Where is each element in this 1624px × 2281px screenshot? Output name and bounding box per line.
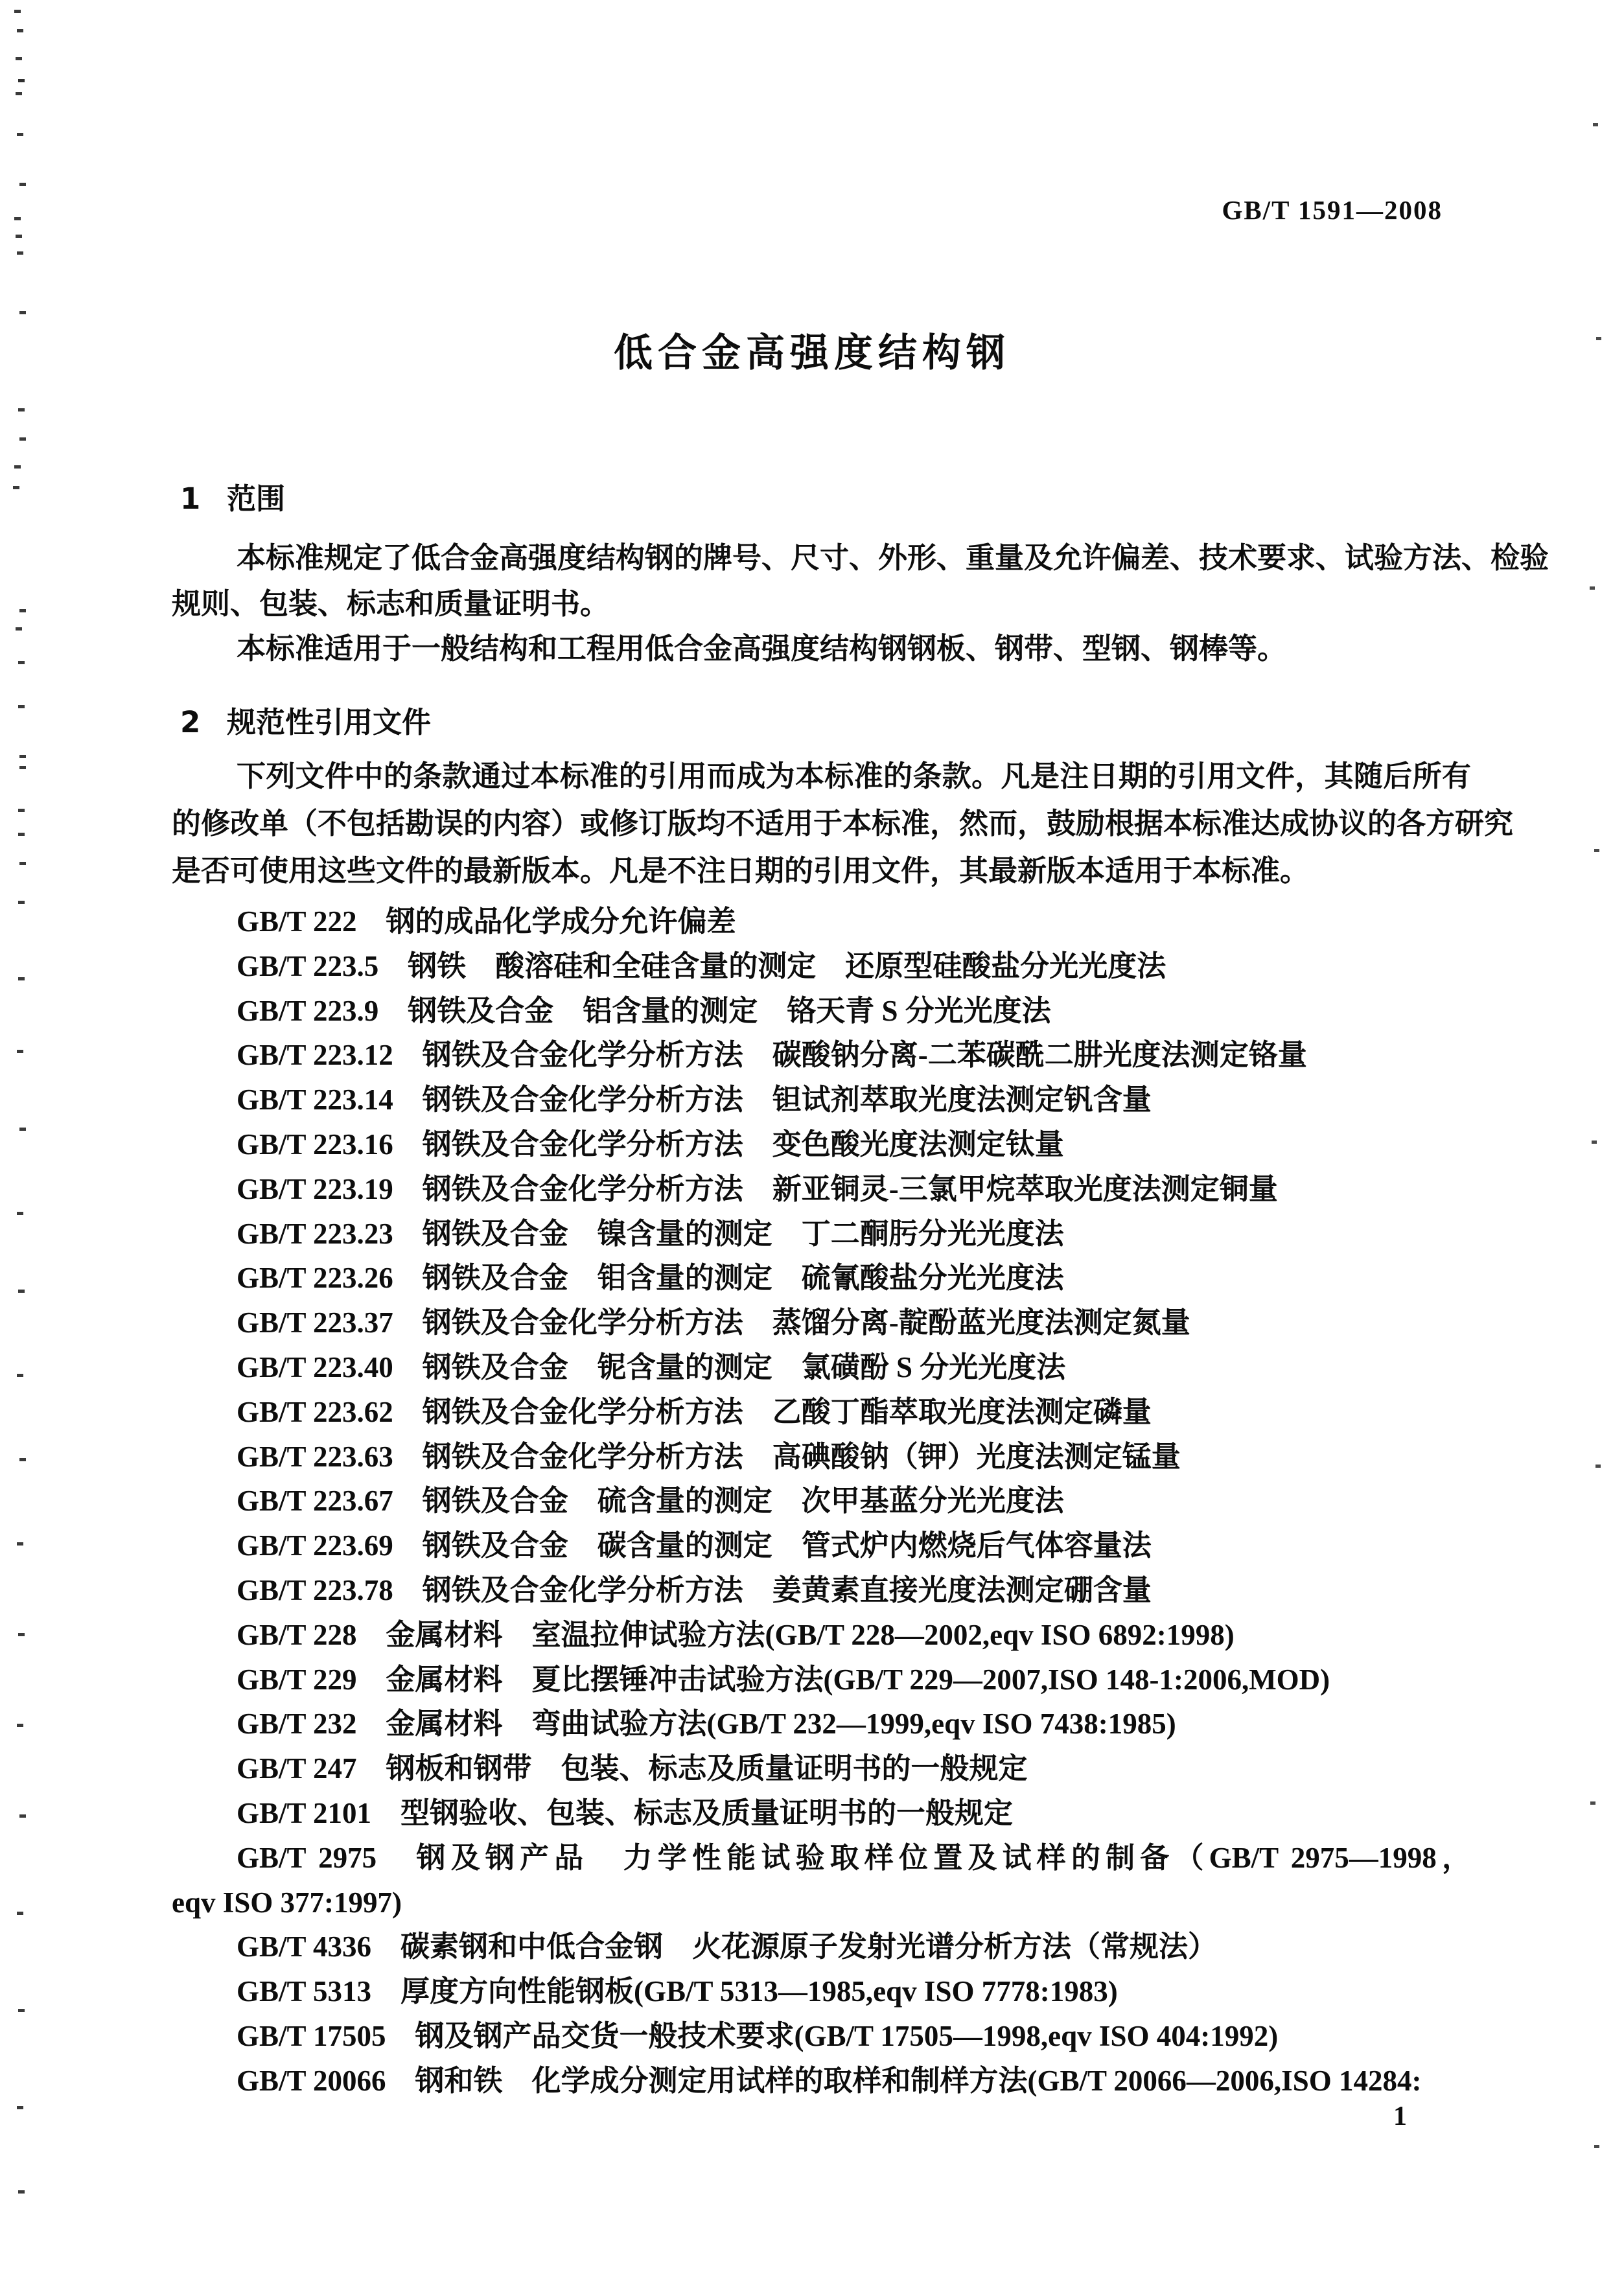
reference-item: GB/T 223.23 钢铁及合金 镍含量的测定 丁二酮肟分光光度法	[237, 1217, 1064, 1250]
reference-item: GB/T 17505 钢及钢产品交货一般技术要求(GB/T 17505—1998,eqv ISO 404:1992)	[237, 2019, 1279, 2052]
reference-item: GB/T 20066 钢和铁 化学成分测定用试样的取样和制样方法(GB/T 20066—2006,ISO 14284:	[237, 2064, 1422, 2097]
page-number: 1	[1393, 2102, 1407, 2131]
reference-item: GB/T 222 钢的成品化学成分允许偏差	[237, 905, 736, 938]
reference-item: GB/T 223.63 钢铁及合金化学分析方法 高碘酸钠（钾）光度法测定锰量	[237, 1440, 1181, 1473]
reference-item: GB/T 223.37 钢铁及合金化学分析方法 蒸馏分离-靛酚蓝光度法测定氮量	[237, 1306, 1190, 1339]
reference-item: GB/T 223.40 钢铁及合金 铌含量的测定 氯磺酚 S 分光光度法	[237, 1350, 1066, 1384]
reference-item: GB/T 223.14 钢铁及合金化学分析方法 钽试剂萃取光度法测定钒含量	[237, 1083, 1152, 1117]
paragraph-line: 的修改单（不包括勘误的内容）或修订版均不适用于本标准，然而，鼓励根据本标准达成协议的各方研究	[172, 807, 1514, 840]
reference-item: GB/T 223.78 钢铁及合金化学分析方法 姜黄素直接光度法测定硼含量	[237, 1573, 1152, 1606]
section-1-paragraph-1	[172, 535, 1549, 627]
paragraph-line: 下列文件中的条款通过本标准的引用而成为本标准的条款。凡是注日期的引用文件，其随后所有	[237, 760, 1471, 793]
section-1-number: 1	[180, 481, 201, 516]
section-1-title: 范围	[227, 481, 286, 516]
reference-item: GB/T 223.16 钢铁及合金化学分析方法 变色酸光度法测定钛量	[237, 1128, 1064, 1161]
reference-item: GB/T 232 金属材料 弯曲试验方法(GB/T 232—1999,eqv ISO 7438:1985)	[237, 1708, 1176, 1741]
reference-item: GB/T 2101 型钢验收、包装、标志及质量证明书的一般规定	[237, 1796, 1013, 1829]
reference-item: GB/T 223.9 钢铁及合金 铝含量的测定 铬天青 S 分光光度法	[237, 994, 1051, 1027]
reference-item: GB/T 223.69 钢铁及合金 碳含量的测定 管式炉内燃烧后气体容量法	[237, 1529, 1152, 1562]
reference-item: GB/T 223.26 钢铁及合金 钼含量的测定 硫氰酸盐分光光度法	[237, 1262, 1064, 1295]
reference-item: GB/T 228 金属材料 室温拉伸试验方法(GB/T 228—2002,eqv ISO 6892:1998)	[237, 1618, 1235, 1651]
reference-item: GB/T 2975 钢及钢产品 力学性能试验取样位置及试样的制备（GB/T 2975—1998，	[237, 1841, 1471, 1874]
reference-list	[172, 899, 1471, 2103]
section-2-title: 规范性引用文件	[227, 705, 432, 739]
reference-item: GB/T 223.12 钢铁及合金化学分析方法 碳酸钠分离-二苯碳酰二肼光度法测定铬量	[237, 1039, 1307, 1072]
section-1-paragraph-2	[172, 626, 1471, 672]
reference-item: GB/T 247 钢板和钢带 包装、标志及质量证明书的一般规定	[237, 1752, 1028, 1785]
paragraph-line: 本标准规定了低合金高强度结构钢的牌号、尺寸、外形、重量及允许偏差、技术要求、试验方法、检验	[237, 542, 1549, 574]
reference-item: GB/T 5313 厚度方向性能钢板(GB/T 5313—1985,eqv ISO 7778:1983)	[237, 1975, 1118, 2008]
reference-item: GB/T 223.5 钢铁 酸溶硅和全硅含量的测定 还原型硅酸盐分光光度法	[237, 949, 1166, 982]
reference-item: GB/T 223.67 钢铁及合金 硫含量的测定 次甲基蓝分光光度法	[237, 1485, 1064, 1518]
paragraph-line: 是否可使用这些文件的最新版本。凡是不注日期的引用文件，其最新版本适用于本标准。	[172, 855, 1310, 887]
reference-item: GB/T 223.62 钢铁及合金化学分析方法 乙酸丁酯萃取光度法测定磷量	[237, 1395, 1152, 1428]
doc-code: GB/T 1591—2008	[1222, 195, 1443, 225]
scan-noise-left	[0, 0, 6, 3]
scan-noise-right	[1619, 0, 1624, 3]
section-2-number: 2	[180, 705, 201, 739]
reference-item: GB/T 223.19 钢铁及合金化学分析方法 新亚铜灵-三氯甲烷萃取光度法测定铜量	[237, 1172, 1278, 1205]
reference-item: GB/T 4336 碳素钢和中低合金钢 火花源原子发射光谱分析方法（常规法）	[237, 1930, 1217, 1963]
reference-item: GB/T 229 金属材料 夏比摆锤冲击试验方法(GB/T 229—2007,ISO 148-1:2006,MOD)	[237, 1663, 1330, 1696]
section-1-heading	[180, 481, 286, 516]
section-2-intro-paragraph	[172, 753, 1514, 895]
section-2-heading	[180, 705, 432, 739]
paragraph-line: 规则、包装、标志和质量证明书。	[172, 588, 610, 620]
reference-item-continuation: eqv ISO 377:1997)	[172, 1886, 402, 1919]
paragraph-line: 本标准适用于一般结构和工程用低合金高强度结构钢钢板、钢带、型钢、钢棒等。	[237, 632, 1287, 665]
doc-title: 低合金高强度结构钢	[614, 330, 1010, 376]
